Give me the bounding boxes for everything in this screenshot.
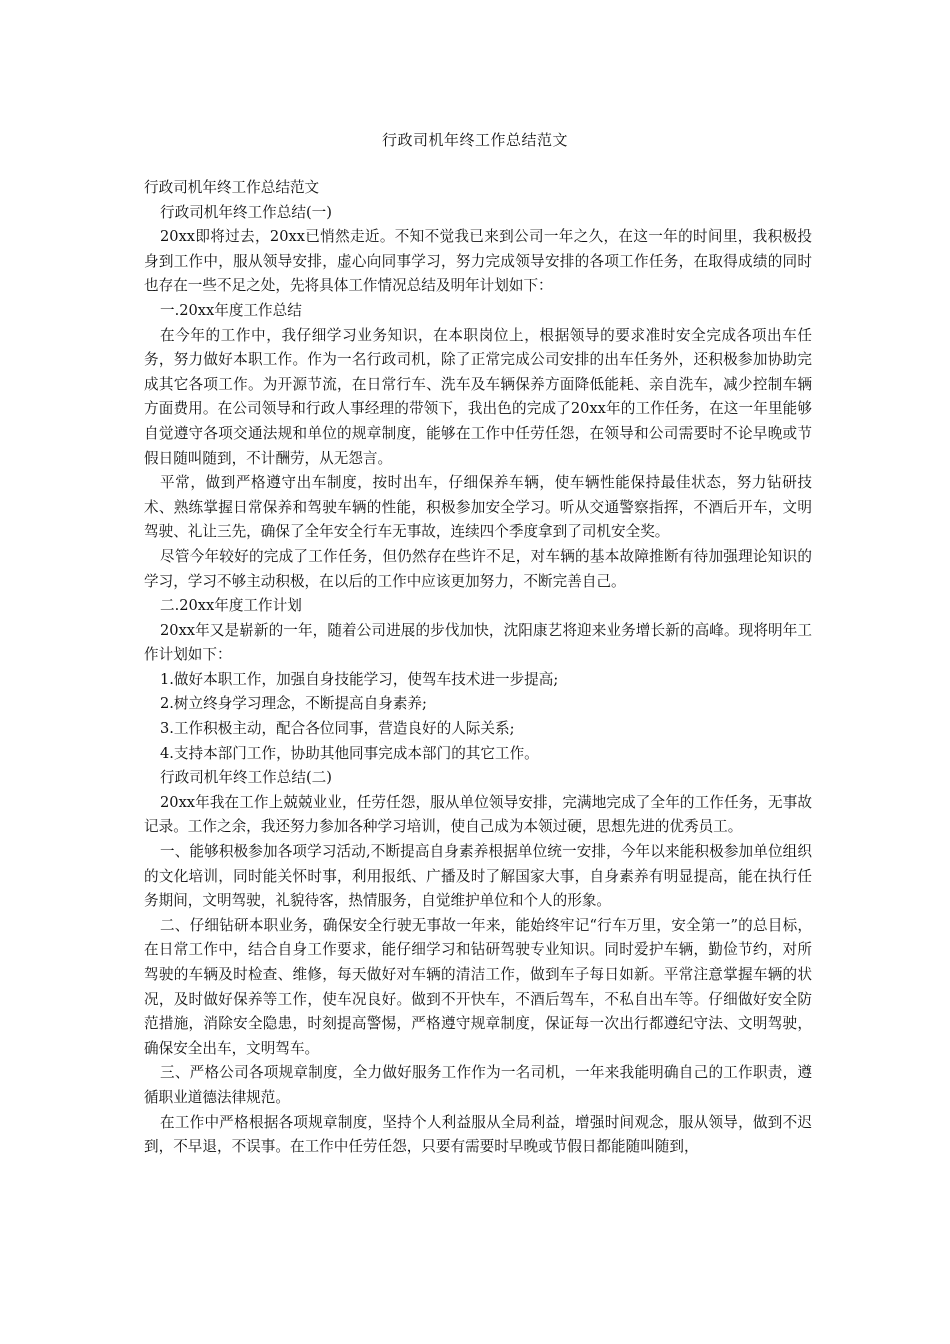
paragraph: 尽管今年较好的完成了工作任务，但仍然存在些许不足，对车辆的基本故障推断有待加强理论知识的学习，学习不够主动积极，在以后的工作中应该更加努力，不断完善自己。	[144, 547, 812, 590]
paragraph: 三、严格公司各项规章制度，全力做好服务工作作为一名司机，一年来我能明确自己的工作职责，遵循职业道德法律规范。	[144, 1064, 812, 1106]
paragraph: 平常，做到严格遵守出车制度，按时出车，仔细保养车辆，使车辆性能保持最佳状态，努力钻研技术、熟练掌握日常保养和驾驶车辆的性能，积极参加安全学习。听从交通警察指挥，不酒后开车，文明驾驶、礼让三先，确保了全年安全行车无事故，连续四个季度拿到了司机安全奖。	[144, 474, 812, 541]
paragraph: 20xx年又是崭新的一年，随着公司进展的步伐加快，沈阳康艺将迎来业务增长新的高峰。现将明年工作计划如下：	[144, 621, 812, 664]
paragraph: 20xx即将过去，20xx已悄然走近。不知不觉我已来到公司一年之久，在这一年的时间里，我积极投身到工作中，服从领导安排，虚心向同事学习，努力完成领导安排的各项工作任务，在取得成绩的同时也存在一些不足之处，先将具体工作情况总结及明年计划如下：	[144, 228, 812, 295]
paragraph: 二、仔细钻研本职业务，确保安全行驶无事故一年来，能始终牢记“行车万里，安全第一”的总目标，在日常工作中，结合自身工作要求，能仔细学习和钻研驾驶专业知识。同时爱护车辆，勤俭节约，对所驾驶的车辆及时检查、维修，每天做好对车辆的清洁工作，做到车子每日如新。平常注意掌握车辆的状况，及时做好保养等工作，使车况良好。做到不开快车，不酒后驾车，不私自出车等。仔细做好安全防范措施，消除安全隐患，时刻提高警惕，严格遵守规章制度，保证每一次出行都遵纪守法、文明驾驶，确保安全出车，文明驾车。	[144, 916, 812, 1057]
paragraph: 行政司机年终工作总结范文	[144, 179, 320, 196]
paragraph: 4.支持本部门工作，协助其他同事完成本部门的其它工作。	[160, 744, 539, 762]
paragraph: 20xx年我在工作上兢兢业业，任劳任怨，服从单位领导安排，完满地完成了全年的工作任务，无事故记录。工作之余，我还努力参加各种学习培训，使自己成为本领过硬，思想先进的优秀员工。	[144, 793, 812, 836]
paragraph: 一.20xx年度工作总结	[160, 301, 302, 319]
paragraph: 在今年的工作中，我仔细学习业务知识，在本职岗位上，根据领导的要求准时安全完成各项出车任务，努力做好本职工作。作为一名行政司机，除了正常完成公司安排的出车任务外，还积极参加协助完成其它各项工作。为开源节流，在日常行车、洗车及车辆保养方面降低能耗、亲自洗车，减少控制车辆方面费用。在公司领导和行政人事经理的带领下，我出色的完成了20xx年的工作任务，在这一年里能够自觉遵守各项交通法规和单位的规章制度，能够在工作中任劳任怨，在领导和公司需要时不论早晚或节假日随叫随到，不计酬劳，从无怨言。	[144, 326, 812, 467]
paragraph: 二.20xx年度工作计划	[160, 597, 302, 615]
document-title: 行政司机年终工作总结范文	[381, 131, 568, 149]
paragraph: 行政司机年终工作总结(二)	[160, 769, 332, 787]
document-body	[144, 176, 812, 1160]
paragraph: 2.树立终身学习理念，不断提高自身素养;	[160, 695, 427, 713]
paragraph: 1.做好本职工作，加强自身技能学习，使驾车技术进一步提高;	[160, 670, 559, 688]
paragraph: 在工作中严格根据各项规章制度，坚持个人利益服从全局利益，增强时间观念，服从领导，做到不迟到，不早退，不误事。在工作中任劳任怨，只要有需要时早晚或节假日都能随叫随到，	[144, 1113, 812, 1156]
paragraph: 一、能够积极参加各项学习活动,不断提高自身素养根据单位统一安排，今年以来能积极参加单位组织的文化培训，同时能关怀时事，利用报纸、广播及时了解国家大事，自身素养有明显提高，能在执行任务期间，文明驾驶，礼貌待客，热情服务，自觉维护单位和个人的形象。	[144, 843, 812, 910]
paragraph: 3.工作积极主动，配合各位同事，营造良好的人际关系;	[160, 720, 515, 738]
paragraph: 行政司机年终工作总结(一)	[160, 203, 332, 221]
